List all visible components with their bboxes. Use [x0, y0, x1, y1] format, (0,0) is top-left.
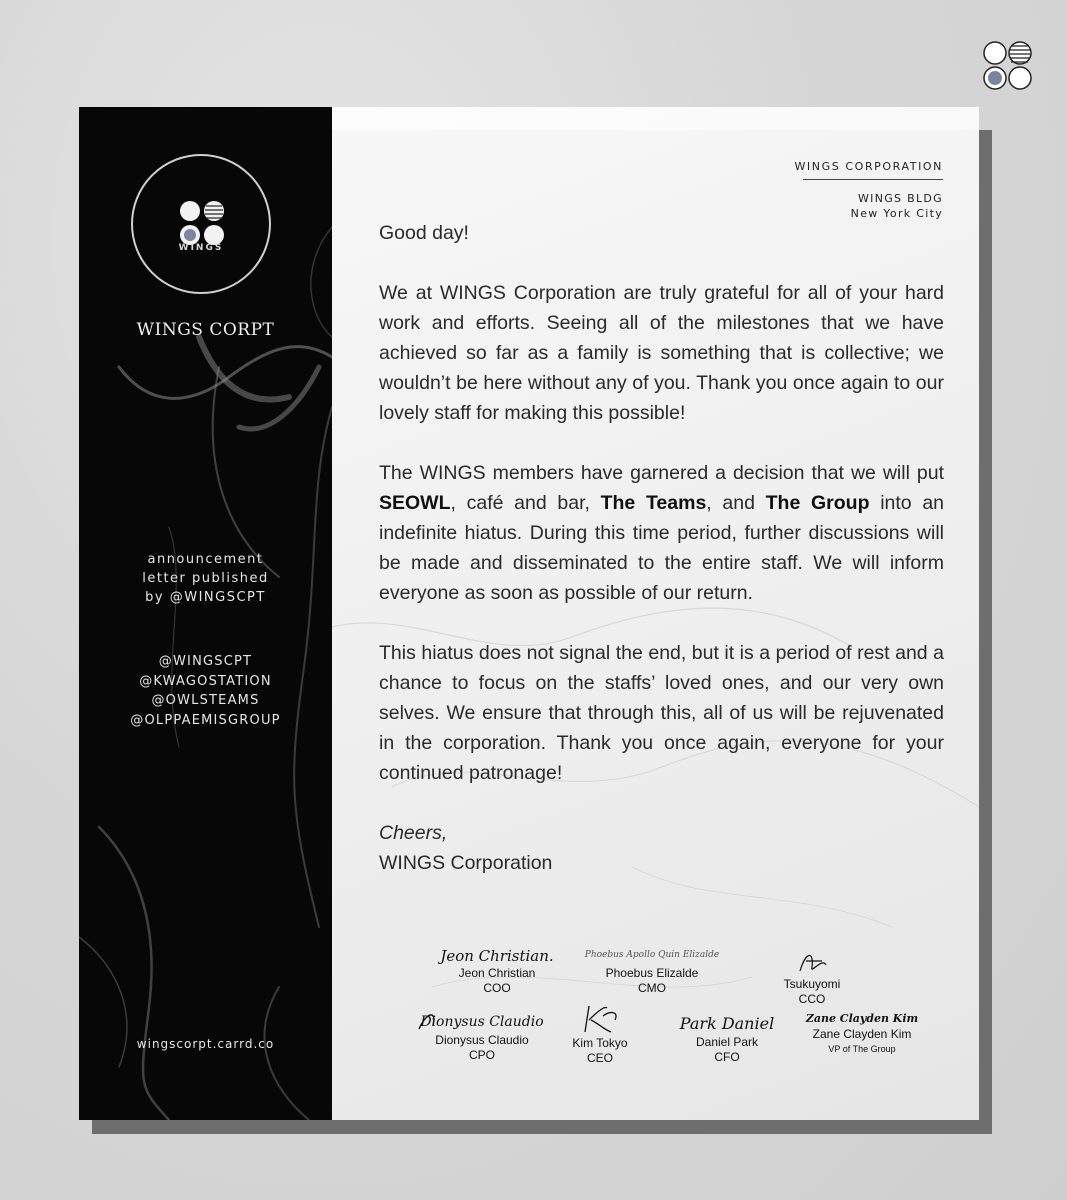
letter-body-panel [332, 107, 979, 1120]
handwritten-signature [792, 1009, 932, 1027]
signer-role: COO [483, 981, 511, 995]
signer-name: Phoebus Elizalde [605, 966, 699, 980]
handwritten-signature [762, 947, 862, 977]
p2-text: The WINGS members have garnered a decision that we will put [379, 462, 944, 484]
closing [379, 818, 944, 878]
wings-emblem [131, 154, 271, 294]
p2-bold-group: The Group [765, 492, 870, 514]
header-address [851, 191, 943, 221]
signer-name: Tsukuyomi [783, 977, 841, 991]
signer-role: CMO [638, 981, 666, 995]
svg-text:Dionysus Claudio: Dionysus Claudio [420, 1014, 544, 1030]
signer-name: Dionysus Claudio [435, 1033, 529, 1047]
emblem-wordmark: WINGS [178, 243, 224, 253]
p2-text: into an indefinite hiatus. During this time period, further discussions will be made and disseminated to the entire staff. We will inform everyone as soon as possible of our return. [379, 492, 945, 604]
announcement-line: by @WINGSCPT [145, 590, 266, 605]
social-handles [79, 652, 332, 730]
signer-role: CPO [468, 1048, 495, 1062]
signature-cco [762, 947, 862, 1007]
signature-cmo [577, 944, 727, 996]
p2-bold-teams: The Teams [600, 492, 707, 514]
signer-name: Kim Tokyo [572, 1036, 628, 1050]
sidebar-panel [79, 107, 332, 1120]
signer-role: CFO [714, 1050, 740, 1064]
greeting: Good day! [379, 222, 469, 244]
signer-name: Jeon Christian [458, 966, 536, 980]
announcement-note [79, 550, 332, 607]
brand-name: WINGS CORPT [136, 320, 275, 340]
header-organization: WINGS CORPORATION [794, 160, 943, 173]
signature-coo [427, 944, 567, 996]
handwritten-signature [545, 1002, 655, 1036]
signer-name: Daniel Park [695, 1035, 759, 1049]
announcement-line: announcement [147, 552, 264, 567]
p2-bold-seowl: SEOWL [379, 492, 451, 514]
paragraph-3: This hiatus does not signal the end, but it is a period of rest and a chance to focus on the staffs’ loved ones, and our very own selves. We ensure that through this, all of us will be rejuvenated in the corporation. Thank you once again, everyone for your continued patronage! [379, 642, 944, 784]
handle-owlsteams: @OWLSTEAMS [151, 693, 260, 708]
closing-word: Cheers, [379, 822, 448, 844]
svg-text:Park Daniel: Park Daniel [679, 1014, 775, 1033]
announcement-line: letter published [142, 571, 269, 586]
signature-ceo [545, 1002, 655, 1066]
handwritten-signature [427, 944, 567, 966]
signature-vp [792, 1009, 932, 1057]
p2-text: , café and bar, [450, 492, 601, 514]
wings-corner-logo-icon [980, 38, 1036, 94]
p2-text: , and [706, 492, 766, 514]
address-line: New York City [850, 207, 943, 220]
handwritten-signature [662, 1009, 792, 1035]
handle-wingscpt: @WINGSCPT [158, 654, 253, 669]
svg-text:Jeon Christian.: Jeon Christian. [440, 947, 554, 965]
signer-role: VP of The Group [828, 1044, 896, 1054]
handle-olppaemisgroup: @OLPPAEMISGROUP [130, 712, 281, 728]
letter-card [79, 107, 979, 1120]
signature-cpo [407, 1007, 557, 1063]
letter-text [379, 218, 944, 878]
website-url: wingscorpt.carrd.co [136, 1037, 275, 1051]
signoff: WINGS Corporation [379, 852, 553, 874]
paragraph-1: We at WINGS Corporation are truly grateful for all of your hard work and efforts. Seeing all of the milestones that we have achieved so far as a family is something that is collective; we wouldn’t be here without any of you. Thank you once again to our lovely staff for making this possible! [379, 282, 944, 424]
handwritten-signature [577, 944, 727, 966]
svg-text:Zane Clayden Kim: Zane Clayden Kim [805, 1012, 919, 1025]
handle-kwagostation: @KWAGOSTATION [139, 673, 272, 689]
signature-cfo [662, 1009, 792, 1065]
handwritten-signature [407, 1007, 557, 1033]
signer-role: CCO [798, 992, 826, 1006]
signer-role: CEO [586, 1051, 613, 1065]
signer-name: Zane Clayden Kim [812, 1027, 912, 1041]
paragraph-2 [379, 458, 944, 608]
header-divider [803, 179, 943, 180]
svg-text:Phoebus Apollo Quin Elizalde: Phoebus Apollo Quin Elizalde [584, 950, 720, 960]
address-line: WINGS BLDG [857, 192, 943, 205]
